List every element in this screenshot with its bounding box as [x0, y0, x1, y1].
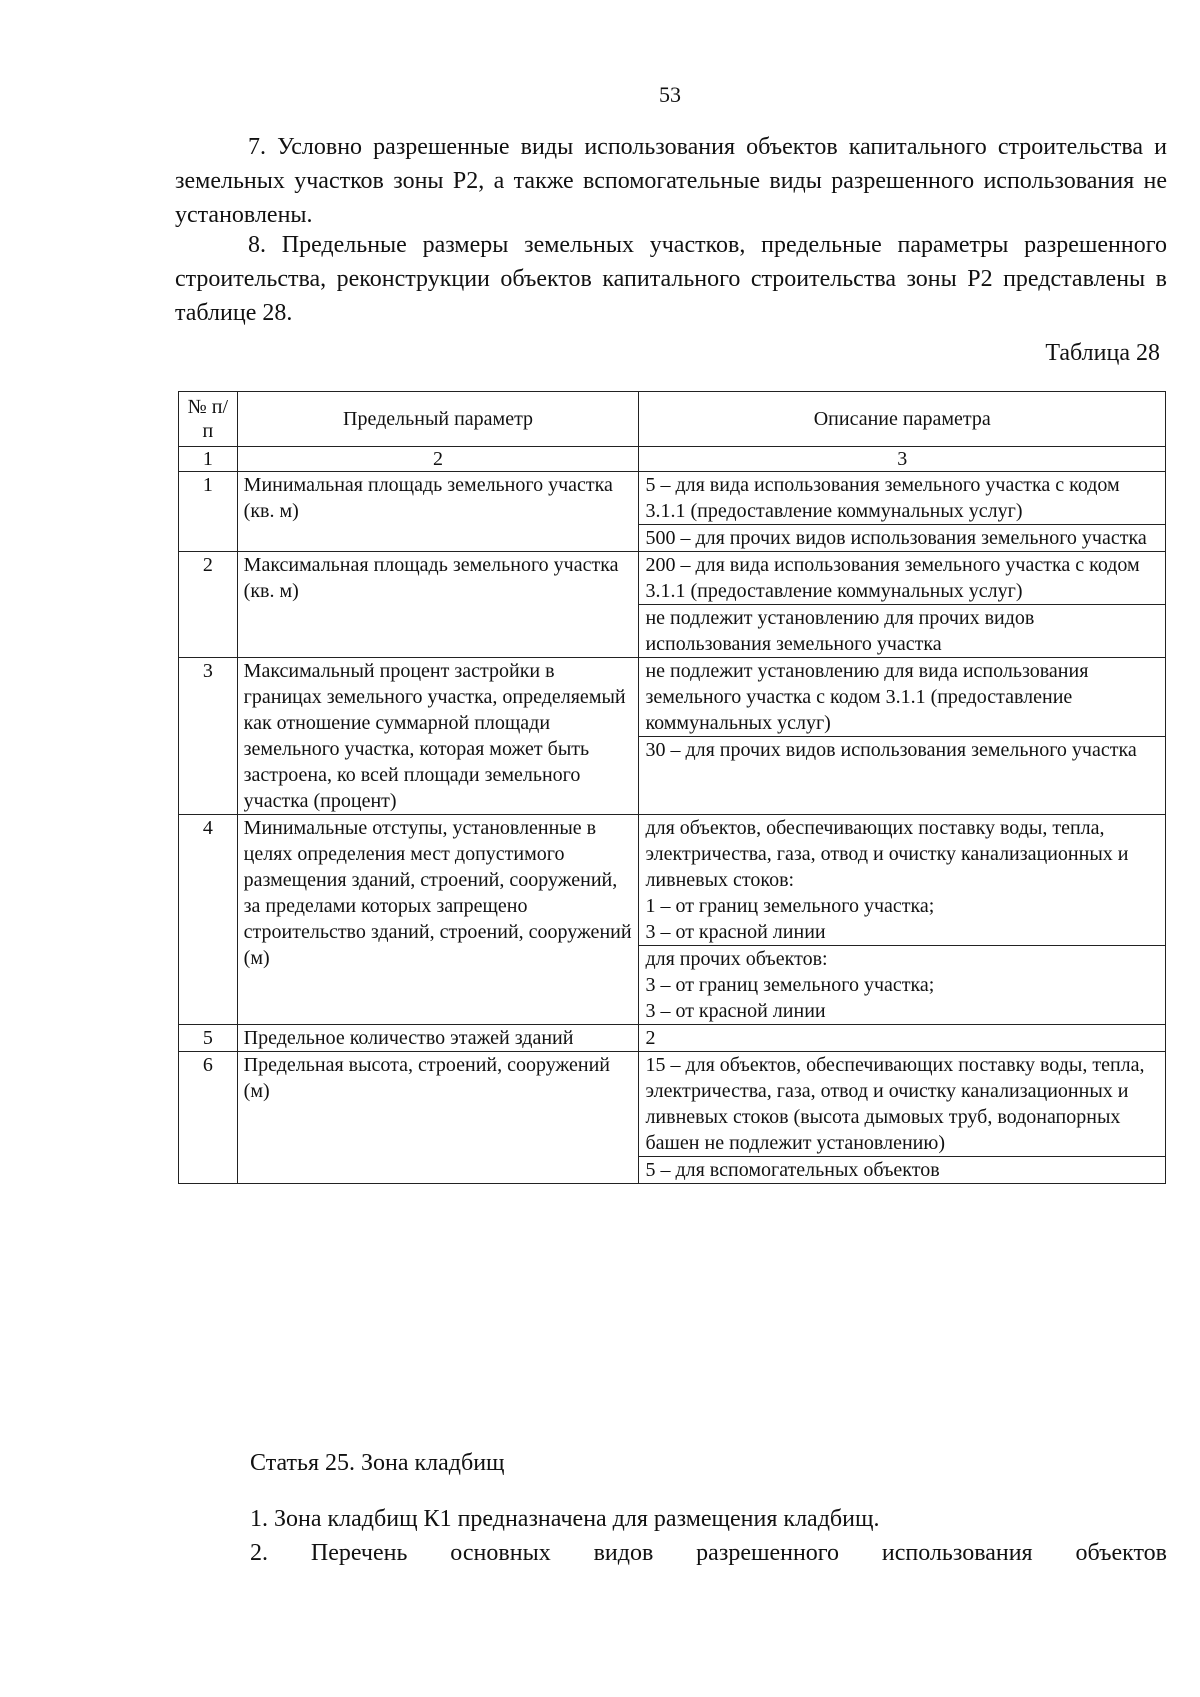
row-desc-item: 5 – для вспомогательных объектов — [645, 1159, 940, 1181]
row-desc-item: не подлежит установлению для вида использования земельного участка с кодом 3.1.1 (предоставление коммунальных услуг) — [639, 658, 1165, 737]
row-num: 6 — [179, 1052, 238, 1184]
row-param: Максимальный процент застройки в границах земельного участка, определяемый как отношение суммарной площади земельного участка, которая может быть застроена, ко всей площади земельного участка (процент) — [237, 658, 639, 815]
row-num: 2 — [179, 552, 238, 658]
row-desc-item: для прочих объектов: 3 – от границ земельного участка; 3 – от красной линии — [645, 948, 935, 1022]
table-caption: Таблица 28 — [1045, 340, 1160, 366]
row-desc-item: 30 – для прочих видов использования земельного участка — [645, 739, 1137, 761]
article-title: Статья 25. Зона кладбищ — [250, 1450, 505, 1476]
row-num: 4 — [179, 815, 238, 1025]
paragraph-7-text: 7. Условно разрешенные виды использования объектов капитального строительства и земельных участков зоны Р2, а также вспомогательные виды разрешенного использования не установлены. — [175, 134, 1167, 228]
row-desc-item: 500 – для прочих видов использования земельного участка — [645, 527, 1147, 549]
row-desc-item: не подлежит установлению для прочих видов использования земельного участка — [645, 607, 1035, 655]
header-desc: Описание параметра — [639, 392, 1166, 447]
table-row — [179, 472, 1166, 552]
row-param: Предельное количество этажей зданий — [237, 1025, 639, 1052]
row-num: 5 — [179, 1025, 238, 1052]
paragraph-7 — [175, 130, 1167, 232]
header-param: Предельный параметр — [237, 392, 639, 447]
index-cell-2: 2 — [237, 447, 639, 472]
table-row — [179, 1025, 1166, 1052]
row-desc: 2 — [639, 1025, 1166, 1052]
row-desc-item: 15 – для объектов, обеспечивающих поставку воды, тепла, электричества, газа, отвод и очистку канализационных и ливневых стоков (высота дымовых труб, водонапорных башен не подлежит установлению) — [639, 1052, 1165, 1157]
row-desc-item: 5 – для вида использования земельного участка с кодом 3.1.1 (предоставление коммунальных услуг) — [639, 472, 1165, 525]
parameters-table — [178, 391, 1166, 1184]
index-cell-1: 1 — [179, 447, 238, 472]
page-number: 53 — [659, 82, 681, 107]
row-num: 3 — [179, 658, 238, 815]
row-desc — [639, 1052, 1166, 1184]
row-desc-item: для объектов, обеспечивающих поставку воды, тепла, электричества, газа, отвод и очистку канализационных и ливневых стоков: 1 – от границ земельного участка; 3 – от красной линии — [639, 815, 1165, 946]
row-param: Предельная высота, строений, сооружений (м) — [237, 1052, 639, 1184]
row-desc — [639, 815, 1166, 1025]
row-num: 1 — [179, 472, 238, 552]
table-row — [179, 815, 1166, 1025]
row-desc — [639, 472, 1166, 552]
paragraph-8-text: 8. Предельные размеры земельных участков, предельные параметры разрешенного строительства, реконструкции объектов капитального строительства зоны Р2 представлены в таблице 28. — [175, 232, 1167, 326]
table-row — [179, 1052, 1166, 1184]
row-desc — [639, 552, 1166, 658]
table-index-row — [179, 447, 1166, 472]
index-cell-3: 3 — [639, 447, 1166, 472]
table-row — [179, 658, 1166, 815]
article-paragraph-2: 2. Перечень основных видов разрешенного использования объектов — [250, 1540, 1167, 1566]
article-paragraphs — [175, 1502, 1167, 1570]
table-row — [179, 552, 1166, 658]
table-header-row — [179, 392, 1166, 447]
paragraph-8 — [175, 228, 1167, 330]
row-param: Максимальная площадь земельного участка (кв. м) — [237, 552, 639, 658]
article-paragraph-1: 1. Зона кладбищ К1 предназначена для размещения кладбищ. — [250, 1506, 880, 1532]
row-desc — [639, 658, 1166, 815]
row-param: Минимальная площадь земельного участка (кв. м) — [237, 472, 639, 552]
row-desc-item: 200 – для вида использования земельного участка с кодом 3.1.1 (предоставление коммунальных услуг) — [639, 552, 1165, 605]
row-param: Минимальные отступы, установленные в целях определения мест допустимого размещения зданий, строений, сооружений, за пределами которых запрещено строительство зданий, строений, сооружений (м) — [237, 815, 639, 1025]
header-num: № п/п — [179, 392, 238, 447]
